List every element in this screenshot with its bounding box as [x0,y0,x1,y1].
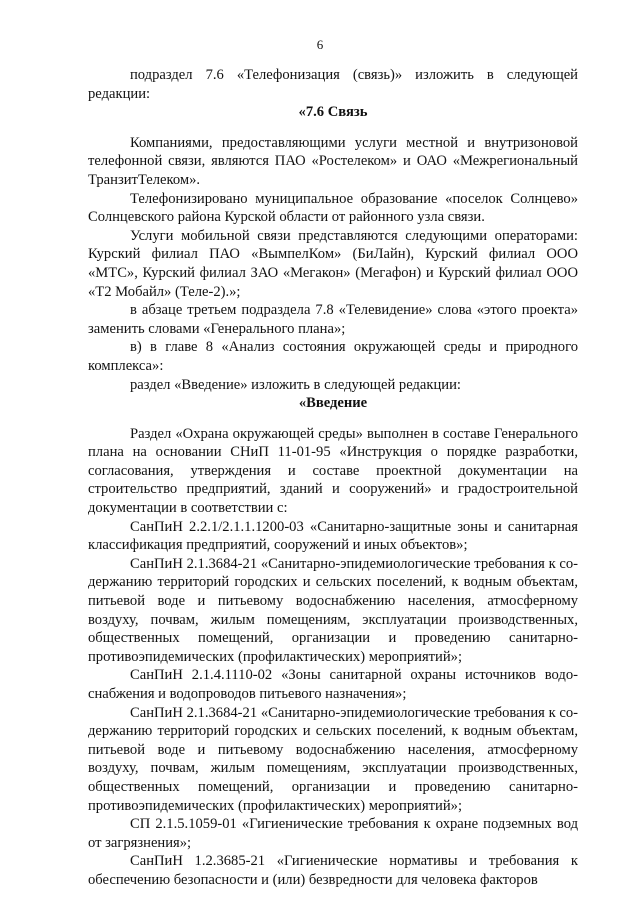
paragraph: в абзаце третьем подраздела 7.8 «Телевидение» слова «этого проекта» заменить словами «Генерального плана»; [88,302,578,337]
section-heading: «7.6 Связь [298,104,368,121]
paragraph: Компаниями, предоставляющими услуги местной и внутризоновой телефонной связи, являются ПАО «Ростелеком» и ОАО «Межрегиональный ТранзитТелеком». [88,134,578,188]
paragraph: подраздел 7.6 «Телефонизация (связь)» изложить в следующей редакции: [88,67,578,102]
paragraph: Услуги мобильной связи представляются следующими операторами: Курский филиал ПАО «ВымпелКом» (БиЛайн), Курский филиал ООО «МТС», Курский филиал ЗАО «Мегакон» (Мегафон) и Курский филиал ООО «Т2 Мобайл» (Теле-2).»; [88,227,578,300]
paragraph: СанПиН 2.2.1/2.1.1.1200-03 «Санитарно-защитные зоны и санитарная классификация предприятий, сооружений и иных объектов»; [88,518,578,554]
paragraph-gap [88,122,578,134]
paragraph: СанПиН 2.1.4.1110-02 «Зоны санитарной охраны источников водо-снабжения и водопроводов питьевого назначения»; [88,667,578,702]
paragraph: СанПиН 1.2.3685-21 «Гигиенические нормативы и требования к обеспечению безопасности и (или) безвредности для человека факторов [88,853,578,888]
paragraph: в) в главе 8 «Анализ состояния окружающей среды и природного комплекса»: [88,339,578,374]
paragraph: раздел «Введение» изложить в следующей редакции: [130,376,461,393]
paragraph: Телефонизировано муниципальное образование «поселок Солнцево» Солнцевского района Курской области от районного узла связи. [88,190,578,226]
paragraph: СП 2.1.5.1059-01 «Гигиенические требования к охране подземных вод от загрязнения»; [88,816,578,851]
paragraph: СанПиН 2.1.3684-21 «Санитарно-эпидемиологические требования к со-держанию территорий городских и сельских поселений, к водным объектам, питьевой воде и питьевому водоснабжению населения, атмосферному воздуху, почвам, жилым помещениям, эксплуатации производственных, общественных помещений, организации и проведению санитарно-противоэпидемических (профилактических) мероприятий»; [88,704,578,814]
paragraph: СанПиН 2.1.3684-21 «Санитарно-эпидемиологические требования к со-держанию территорий городских и сельских поселений, к водным объектам, питьевой воде и питьевому водоснабжению населения, атмосферному воздуху, почвам, жилым помещениям, эксплуатации производственных, общественных помещений, организации и проведению санитарно-противоэпидемических (профилактических) мероприятий»; [88,555,578,665]
section-heading: «Введение [298,395,368,412]
paragraph: Раздел «Охрана окружающей среды» выполнен в составе Генерального плана на основании СНиП 11-01-95 «Инструкция о порядке разработки, согласования, утверждения и составе проектной документации на строительство предприятий, зданий и сооружений» и градостроительной документации в соответствии с: [88,425,578,517]
paragraph-gap [88,413,578,425]
document-body [88,66,578,890]
page-number: 6 [316,37,324,52]
